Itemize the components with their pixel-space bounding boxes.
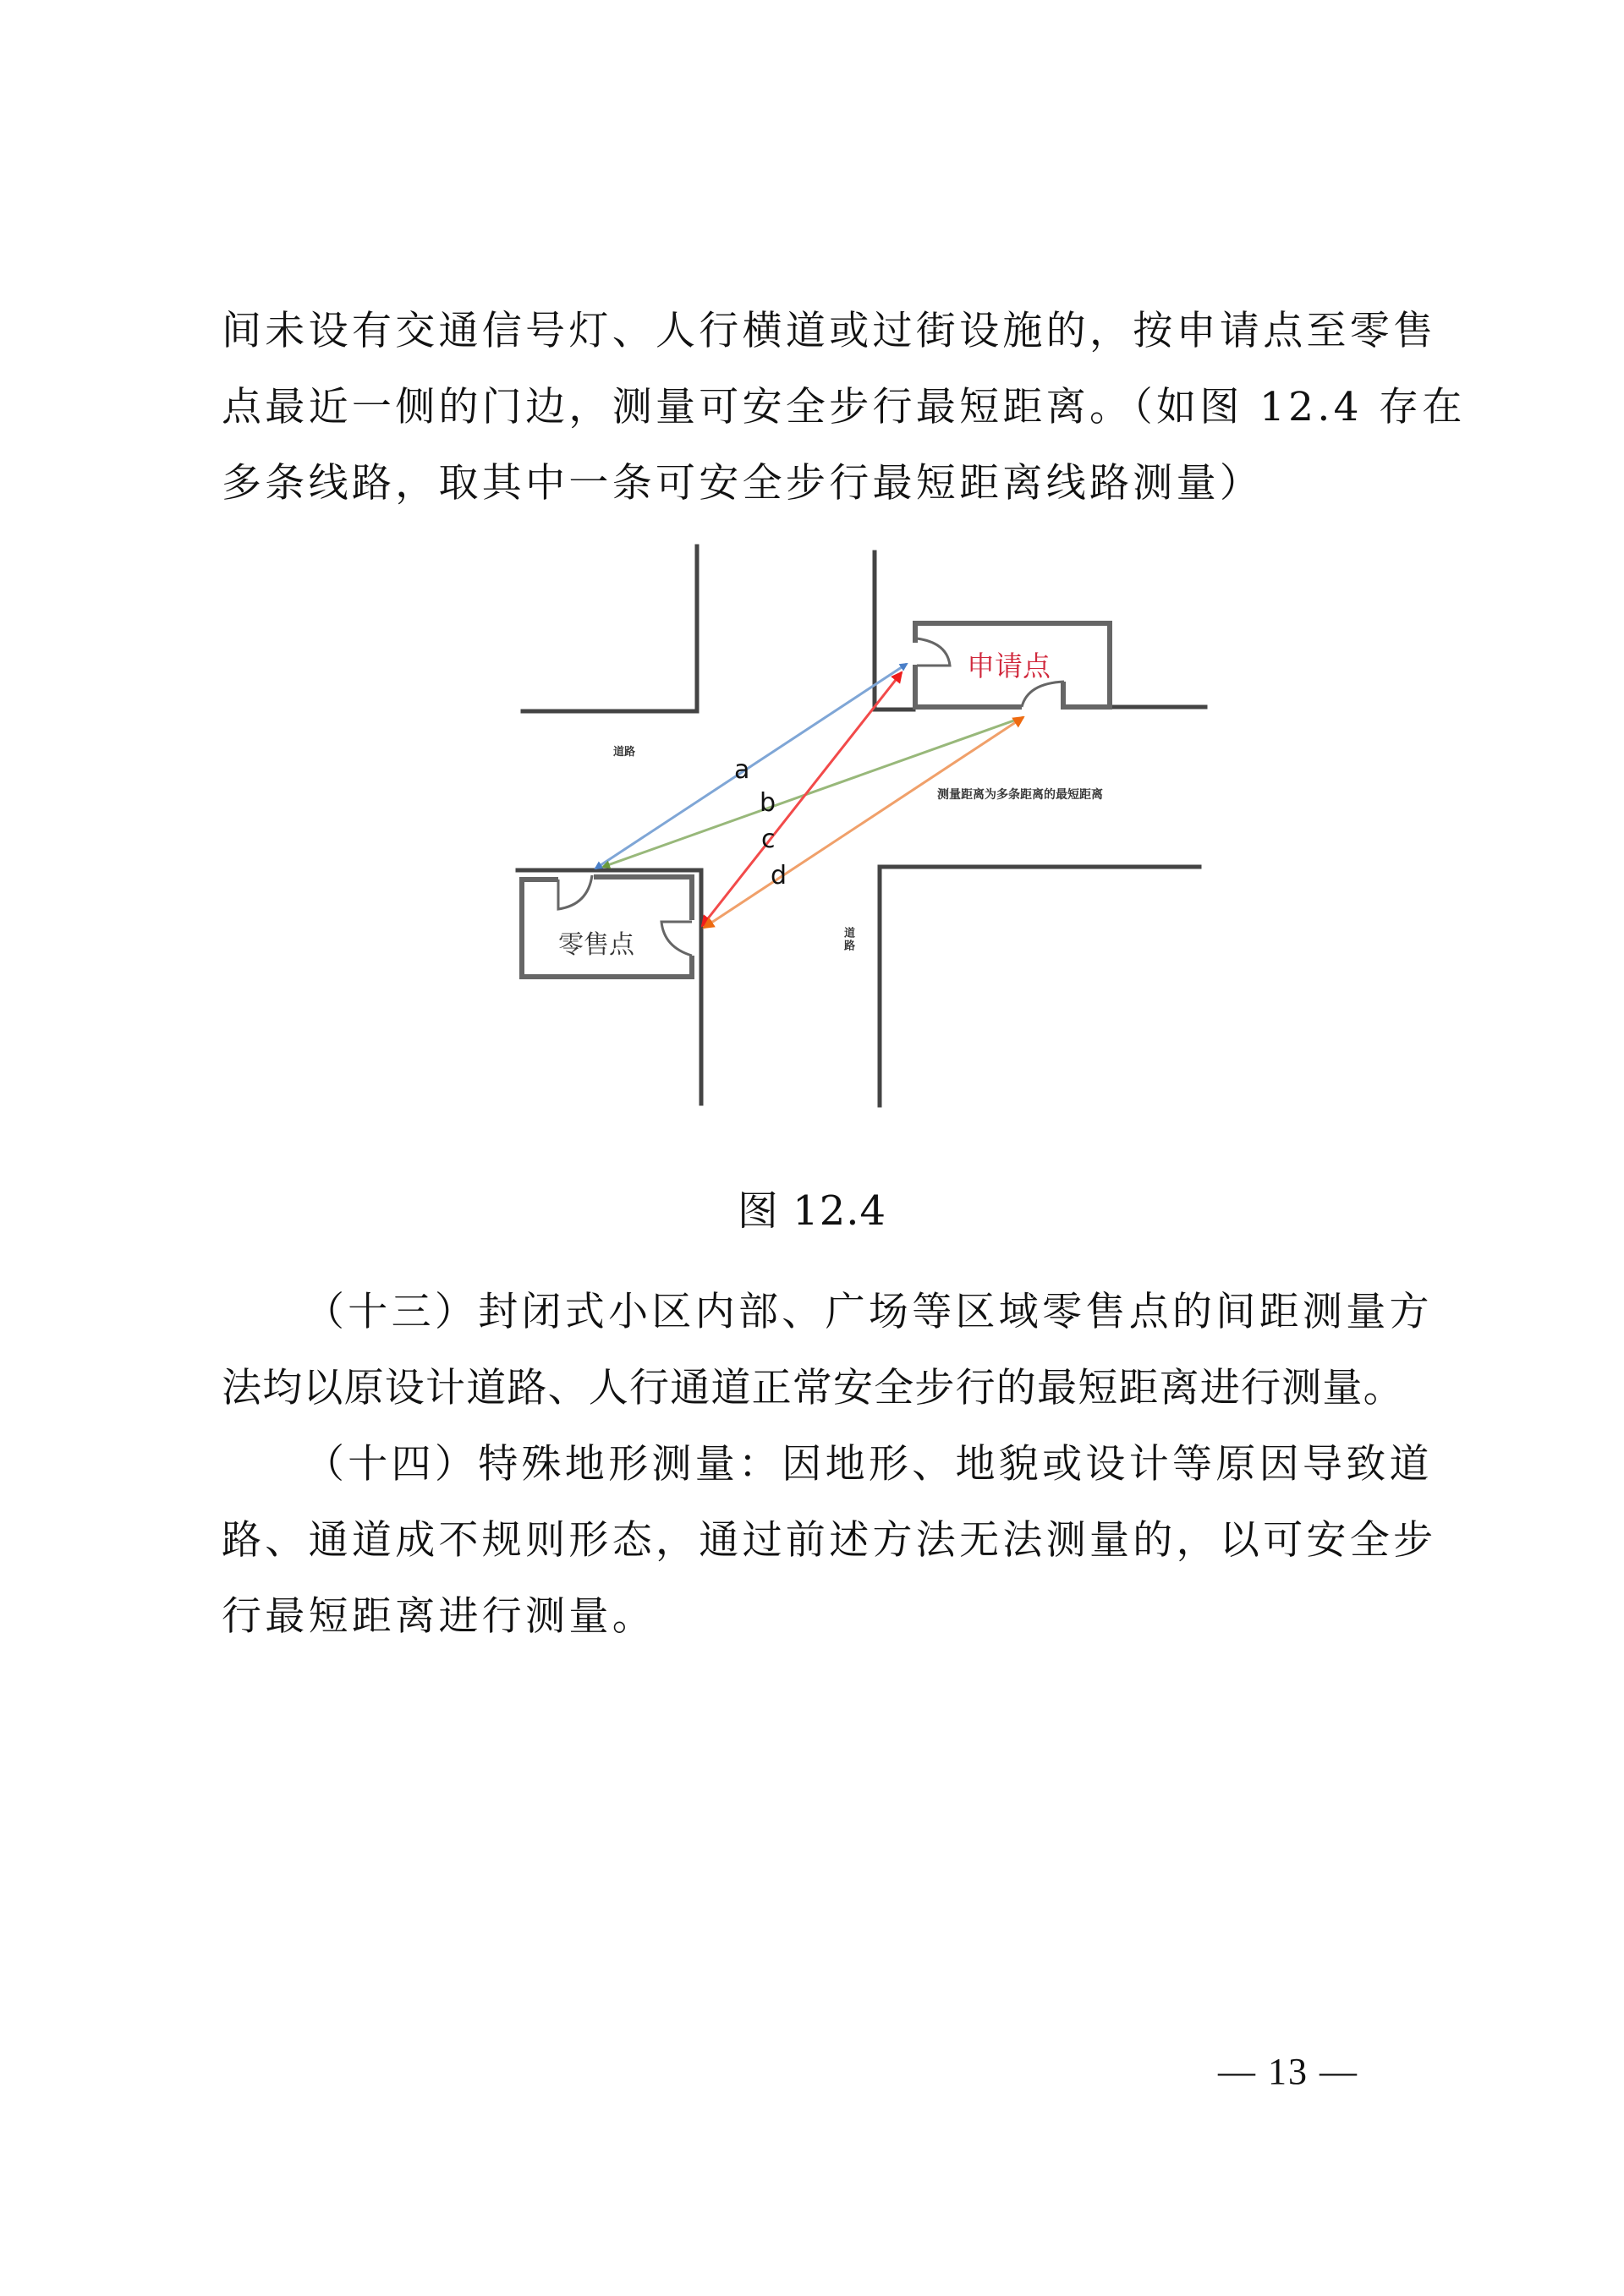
figure-caption: 图 12.4 — [737, 1187, 887, 1235]
route-b — [603, 717, 1023, 867]
paragraph-line: 多条线路，取其中一条可安全步行最短距离线路测量） — [222, 460, 1264, 507]
section-14-line: 行最短距离进行测量。 — [222, 1593, 656, 1640]
section-14-line: （十四）特殊地形测量：因地形、地貌或设计等原因导致道 — [304, 1441, 1433, 1488]
route-label-b: b — [760, 788, 776, 818]
road-walls — [518, 546, 1205, 1105]
road-label-vertical: 道路 — [842, 927, 854, 952]
shortest-distance-note: 测量距离为多条距离的最短距离 — [937, 788, 1103, 802]
route-d — [704, 717, 1023, 928]
page-number: — 13 — — [1218, 2051, 1358, 2092]
retail-point-building — [522, 875, 692, 977]
section-14-line: 路、通道成不规则形态，通过前述方法无法测量的，以可安全步 — [222, 1517, 1437, 1564]
route-label-d: d — [771, 861, 787, 890]
section-13-line: 法均以原设计道路、人行通道正常安全步行的最短距离进行测量。 — [222, 1365, 1404, 1411]
route-a — [595, 664, 907, 869]
paragraph-line: 点最近一侧的门边，测量可安全步行最短距离。（如图 12.4 存在 — [222, 384, 1466, 430]
road-label-horizontal: 道路 — [613, 746, 636, 759]
routes — [595, 664, 1023, 928]
route-label-a: a — [734, 755, 750, 785]
apply-point-building — [915, 623, 1110, 707]
route-c — [702, 672, 902, 926]
apply-point-label: 申请点 — [967, 649, 1051, 682]
retail-point-label: 零售点 — [558, 930, 634, 960]
paragraph-line: 间未设有交通信号灯、人行横道或过街设施的，按申请点至零售 — [222, 308, 1437, 354]
route-label-c: c — [761, 825, 776, 854]
section-13-line: （十三）封闭式小区内部、广场等区域零售点的间距测量方 — [304, 1289, 1433, 1335]
